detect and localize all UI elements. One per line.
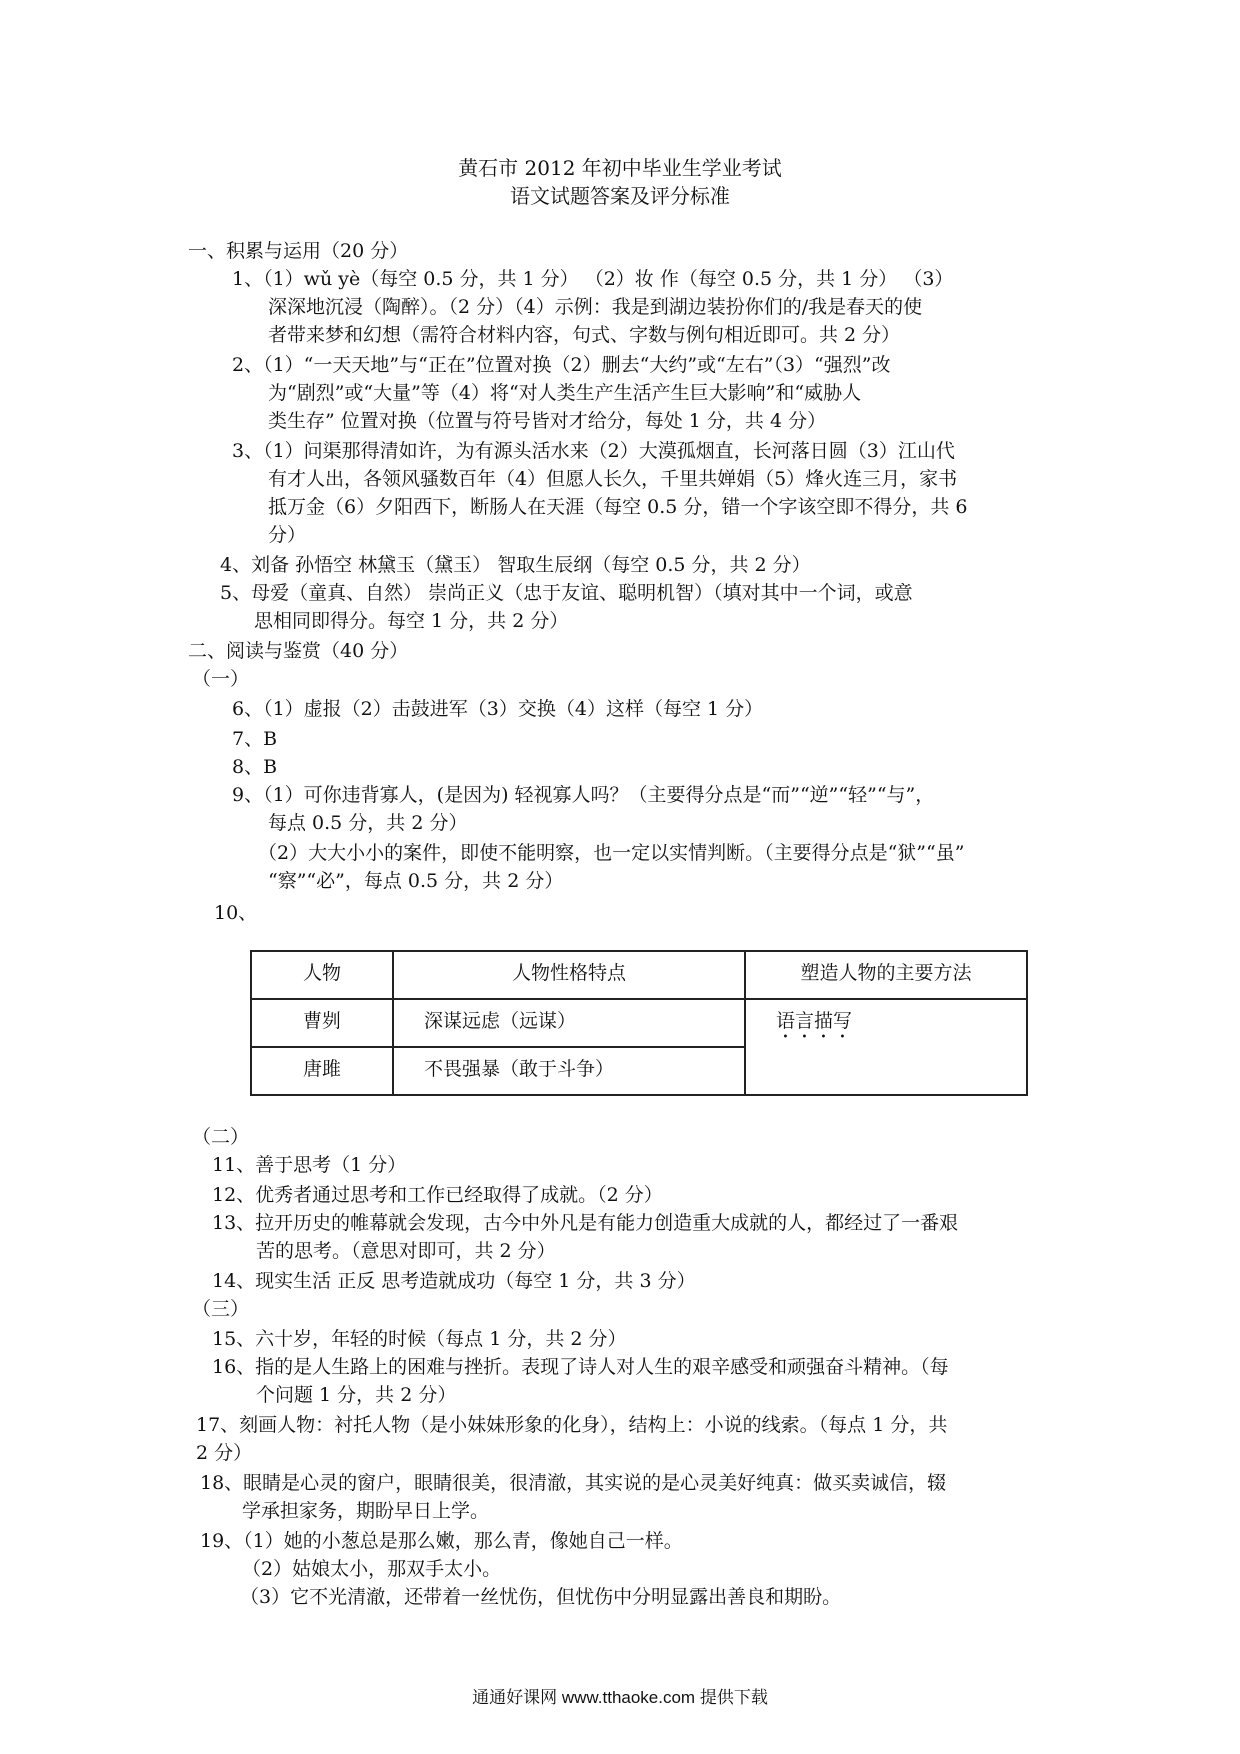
answer-line: 学承担家务，期盼早日上学。 <box>242 1500 490 1522</box>
answer-line: 11、善于思考（1 分） <box>212 1154 407 1176</box>
answer-line: 者带来梦和幻想（需符合材料内容，句式、字数与例句相近即可。共 2 分） <box>268 324 901 346</box>
page-subtitle: 语文试题答案及评分标准 <box>510 184 730 208</box>
answer-line: 9、（1）可你违背寡人，(是因为) 轻视寡人吗？（主要得分点是“而”“逆”“轻”“与”， <box>232 784 935 806</box>
answer-line: 17、刻画人物：衬托人物（是小妹妹形象的化身），结构上：小说的线索。（每点 1 分，共 <box>196 1414 948 1436</box>
table-cell: 曹刿 <box>251 999 393 1047</box>
answer-line: 7、B <box>232 728 278 750</box>
answer-line: 为“剧烈”或“大量”等（4）将“对人类生产生活产生巨大影响”和“威胁人 <box>268 382 862 404</box>
answer-line: 2、（1）“一天天地”与“正在”位置对换（2）删去“大约”或“左右”（3）“强烈”改 <box>232 354 891 376</box>
answer-line: 8、B <box>232 756 278 778</box>
answer-line: 2 分） <box>196 1442 253 1464</box>
answer-line: 15、六十岁，年轻的时候（每点 1 分，共 2 分） <box>212 1328 627 1350</box>
answer-line: 12、优秀者通过思考和工作已经取得了成就。（2 分） <box>212 1184 663 1206</box>
answer-line: （2）大大小小的案件，即使不能明察，也一定以实情判断。（主要得分点是“狱”“虽” <box>258 842 965 864</box>
answer-line: 6、（1）虚报（2）击鼓进军（3）交换（4）这样（每空 1 分） <box>232 698 764 720</box>
part-heading: （二） <box>192 1126 250 1148</box>
table-header: 塑造人物的主要方法 <box>745 951 1027 999</box>
answer-line: 19、（1）她的小葱总是那么嫩，那么青，像她自己一样。 <box>200 1530 683 1552</box>
answer-line: 深深地沉浸（陶醉）。（2 分）（4）示例：我是到湖边装扮你们的/我是春天的使 <box>268 296 923 318</box>
answer-line: 1、（1）wǔ yè（每空 0.5 分，共 1 分） （2）妆 作（每空 0.5 分，共 1 分） （3） <box>232 268 954 290</box>
table-cell: 深谋远虑（远谋） <box>393 999 745 1047</box>
answer-line: 苦的思考。（意思对即可，共 2 分） <box>256 1240 556 1262</box>
table-cell: 唐雎 <box>251 1047 393 1095</box>
table-header: 人物 <box>251 951 393 999</box>
table-cell: 不畏强暴（敢于斗争） <box>393 1047 745 1095</box>
part-heading: （一） <box>192 668 250 690</box>
answer-line: 有才人出，各领风骚数百年（4）但愿人长久，千里共婵娟（5）烽火连三月，家书 <box>268 468 958 490</box>
answer-line: 14、现实生活 正反 思考造就成功（每空 1 分，共 3 分） <box>212 1270 696 1292</box>
answer-line: 16、指的是人生路上的困难与挫折。表现了诗人对人生的艰辛感受和顽强奋斗精神。（每 <box>212 1356 949 1378</box>
section-2-heading: 二、阅读与鉴赏（40 分） <box>188 640 409 662</box>
answer-line: 类生存” 位置对换（位置与符号皆对才给分，每处 1 分，共 4 分） <box>268 410 827 432</box>
method-text: 语言描写 <box>776 1010 853 1032</box>
answer-line: 个问题 1 分，共 2 分） <box>256 1384 457 1406</box>
answer-line: 抵万金（6）夕阳西下，断肠人在天涯（每空 0.5 分，错一个字该空即不得分，共 6 <box>268 496 968 518</box>
footer-text: 通通好课网 www.tthaoke.com 提供下载 <box>472 1688 768 1707</box>
answer-line: 13、拉开历史的帷幕就会发现，古今中外凡是有能力创造重大成就的人，都经过了一番艰 <box>212 1212 959 1234</box>
answer-line: 3、（1）问渠那得清如许，为有源头活水来（2）大漠孤烟直，长河落日圆（3）江山代 <box>232 440 955 462</box>
table-cell <box>745 999 1027 1095</box>
answer-line: （2）姑娘太小，那双手太小。 <box>242 1558 502 1580</box>
character-table <box>250 950 1028 1096</box>
answer-line: 4、刘备 孙悟空 林黛玉（黛玉） 智取生辰纲（每空 0.5 分，共 2 分） <box>220 554 811 576</box>
answer-line: 思相同即得分。每空 1 分，共 2 分） <box>254 610 569 632</box>
answer-line: 5、母爱（童真、自然） 崇尚正义（忠于友谊、聪明机智）（填对其中一个词，或意 <box>220 582 913 604</box>
part-heading: （三） <box>192 1298 250 1320</box>
answer-line: 10、 <box>214 902 258 924</box>
answer-line: 每点 0.5 分，共 2 分） <box>268 812 468 834</box>
answer-line: 分） <box>268 524 307 546</box>
answer-line: 18、眼睛是心灵的窗户，眼睛很美，很清澈，其实说的是心灵美好纯真：做买卖诚信，辍 <box>200 1472 947 1494</box>
answer-line: “察”“必”，每点 0.5 分，共 2 分） <box>268 870 564 892</box>
section-1-heading: 一、积累与运用（20 分） <box>188 240 409 262</box>
answer-line: （3）它不光清澈，还带着一丝忧伤，但忧伤中分明显露出善良和期盼。 <box>240 1586 842 1608</box>
table-header: 人物性格特点 <box>393 951 745 999</box>
page-title: 黄石市 2012 年初中毕业生学业考试 <box>458 156 782 180</box>
